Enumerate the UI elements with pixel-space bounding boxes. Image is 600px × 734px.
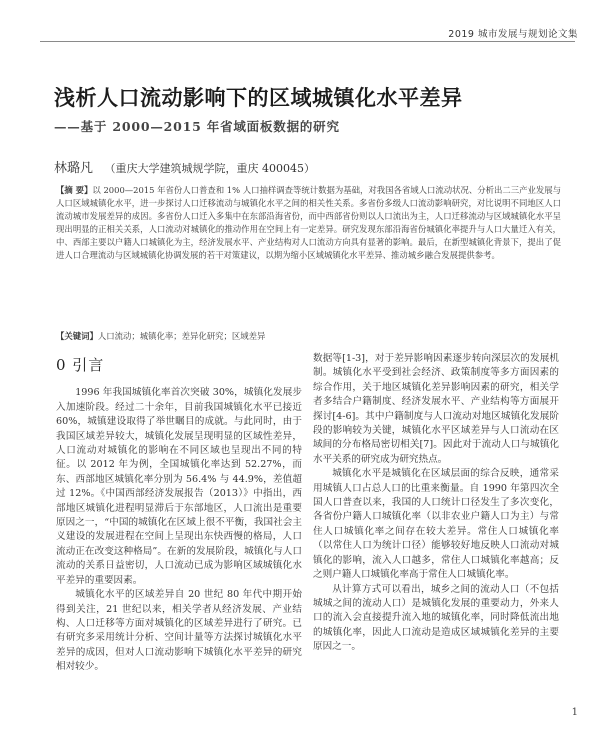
author-line [54, 157, 315, 176]
article-title: 浅析人口流动影响下的区域城镇化水平差异 [54, 86, 463, 110]
body-paragraph: 1996 年我国城镇化率首次突破 30%，城镇化发展步入加速阶段。经过二十余年，目前我国城镇化水平已接近 60%，城镇建设取得了举世瞩目的成就。与此同时，由于我国区域差异较大，城镇化发展呈现明显的区域性差异，人口流动对城镇化的影响在不同区域也呈现出不同的特征。以 2012 年为例，全国城镇化率达到 52.27%，而东、西部地区城镇化率分别为 56.4% 与 44.9%，差值超过 12%。《中国西部经济发展报告（2013）》中指出，西部地区城镇化进程明显滞后于东部地区，人口流出是重要原因之一，“中国的城镇化在区域上很不平衡，我国社会主义建设的发展进程在空间上呈现出东快西慢的格局，人口流动正在改变这种格局”。在新的发展阶段，城镇化与人口流动的关系日益密切，人口流动已成为影响区域城镇化水平差异的重要因素。 [56, 387, 302, 586]
abstract-text: 以 2000—2015 年省份人口普查和 1% 人口抽样调查等统计数据为基础，对我国各省域人口流动状况、分析出二三产业发展与人口区域城镇化水平，进一步探讨人口迁移流动与城镇化水平之间的相关性关系。多省份多级人口流动影响研究，对比说明不同地区人口流动城市发展差异的成因。多省份人口迁入多集中在东部沿海省份，而中西部省份则以人口流出为主，人口迁移流动与区域城镇化水平呈现出明显的正相关关系，人口流动对城镇化的推动作用在空间上有一定差异。研究发现东部沿海省份城镇化率提升与人口大量迁入有关，中、西部主要以户籍人口城镇化为主，经济发展水平、产业结构对人口流动方向具有显著的影响。最后，在新型城镇化背景下，提出了促进人口合理流动与区域城镇化协调发展的若干对策建议，以期为缩小区域城镇化水平差异、推动城乡融合发展提供参考。 [56, 185, 561, 260]
keywords-label: 【关键词】 [56, 331, 98, 341]
keywords-text: 人口流动；城镇化率；差异化研究；区域差异 [97, 331, 266, 341]
body-paragraph: 数据等[1-3]，对于差异影响因素逐步转向深层次的发展机制。城镇化水平受到社会经济、政策制度等多方面因素的综合作用，关于地区城镇化差异影响因素的研究，相关学者多结合户籍制度、经济发展水平、产业结构等方面展开探讨[4-6]。其中户籍制度与人口流动对地区城镇化发展阶段的影响较为关键，城镇化水平区域差异与人口流动在区域间的分布格局密切相关[7]。因此对于流动人口与城镇化水平关系的研究成为研究热点。 [313, 353, 559, 465]
abstract-label: 【摘 要】 [56, 185, 93, 195]
author-affiliation: （重庆大学建筑城规学院，重庆 400045） [104, 162, 316, 175]
article-subtitle: ——基于 2000—2015 年省域面板数据的研究 [54, 119, 340, 134]
keywords [56, 330, 561, 342]
abstract [56, 184, 561, 262]
body-paragraph: 从计算方式可以看出，城乡之间的流动人口（不包括城城之间的流动人口）是城镇化发展的重要动力，外来人口的流入会直接提升流入地的城镇化率，同时降低流出地的城镇化率，因此人口流动是造成区域城镇化差异的主要原因之一。 [313, 583, 559, 653]
page-number: 1 [571, 707, 578, 718]
body-column-left [56, 352, 302, 675]
body-paragraph: 城镇化水平的区域差异自 20 世纪 80 年代中期开始得到关注，21 世纪以来，相关学者从经济发展、产业结构、人口迁移等方面对城镇化的区域差异进行了研究。已有研究多采用统计分析、空间计量等方法探讨城镇化水平差异的成因，但对人口流动影响下城镇化水平差异的研究相对较少。 [56, 589, 302, 673]
header-rule [40, 41, 575, 42]
body-column-right [313, 352, 559, 655]
running-header: 2019 城市发展与规划论文集 [448, 29, 578, 40]
section-heading: 0 引言 [56, 356, 105, 374]
body-paragraph: 城镇化水平是城镇化在区域层面的综合反映，通常采用城镇人口占总人口的比重来衡量。自 1990 年第四次全国人口普查以来，我国的人口统计口径发生了多次变化，各省份户籍人口城镇化率（以非农业户籍人口为主）与常住人口城镇化率之间存在较大差异。常住人口城镇化率（以常住人口为统计口径）能够较好地反映人口流动对城镇化的影响，流入人口越多，常住人口城镇化率越高；反之则户籍人口城镇化率高于常住人口城镇化率。 [313, 468, 559, 581]
author-name: 林璐凡 [54, 161, 94, 176]
